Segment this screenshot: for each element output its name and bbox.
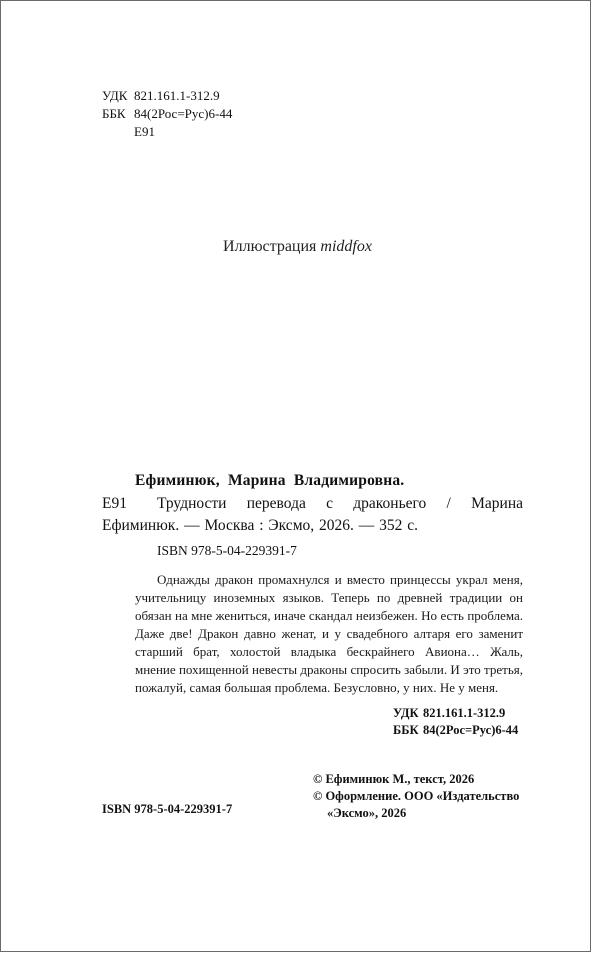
- classification-codes-top: [102, 87, 232, 141]
- copyright-design: © Оформление. ООО «Издательство: [313, 789, 520, 803]
- isbn-bottom: ISBN 978-5-04-229391-7: [102, 802, 233, 816]
- classification-codes-bottom: [393, 705, 518, 739]
- illustration-credit: [1, 237, 593, 257]
- udk-label: УДК: [102, 88, 128, 103]
- illustration-label: Иллюстрация: [223, 238, 317, 255]
- bbk-value: 84(2Рос=Рус)6-44: [134, 106, 233, 121]
- bbk-value-bottom: 84(2Рос=Рус)6-44: [423, 723, 519, 737]
- udk-row-bottom: [393, 705, 518, 722]
- udk-label-bottom: УДК: [393, 706, 419, 720]
- copyright-text: © Ефиминюк М., текст, 2026: [313, 772, 475, 786]
- catalog-code: Е91: [102, 495, 127, 512]
- bbk-row-bottom: [393, 722, 518, 739]
- catalog-author: Ефиминюк, Марина Владимировна.: [135, 472, 405, 489]
- bbk-label-bottom: ББК: [393, 723, 419, 737]
- catalog-isbn: ISBN 978-5-04-229391-7: [157, 543, 297, 558]
- illustrator-name: middfox: [320, 238, 372, 255]
- author-sign-row: [102, 123, 232, 141]
- catalog-description: Трудности перевода с драконьего / Марина Ефиминюк. — Москва : Эксмо, 2026. — 352 с.: [102, 495, 523, 534]
- bbk-label: ББК: [102, 106, 126, 121]
- bbk-row: [102, 105, 232, 123]
- author-sign: Е91: [134, 124, 155, 139]
- udk-value-bottom: 821.161.1-312.9: [423, 706, 506, 720]
- udk-value: 821.161.1-312.9: [134, 88, 220, 103]
- copyright-block: [313, 771, 528, 822]
- udk-row: [102, 87, 232, 105]
- book-annotation: Однажды дракон промахнулся и вместо принцессы украл меня, учительницу иноземных языков. Теперь по древней традиции он обязан на мне жениться, иначе скандал неизбежен. Но есть проблема. Даже две! Дракон давно женат, и у свадебного алтаря его заменит старший брат, холостой владыка бескрайнего Авиона… Жаль, мнение похищенной невесты драконы спросить забыли. И это третья, пожалуй, самая большая проблема. Безусловно, у них. Не у меня.: [135, 572, 523, 695]
- copyright-publisher: «Эксмо», 2026: [327, 806, 407, 820]
